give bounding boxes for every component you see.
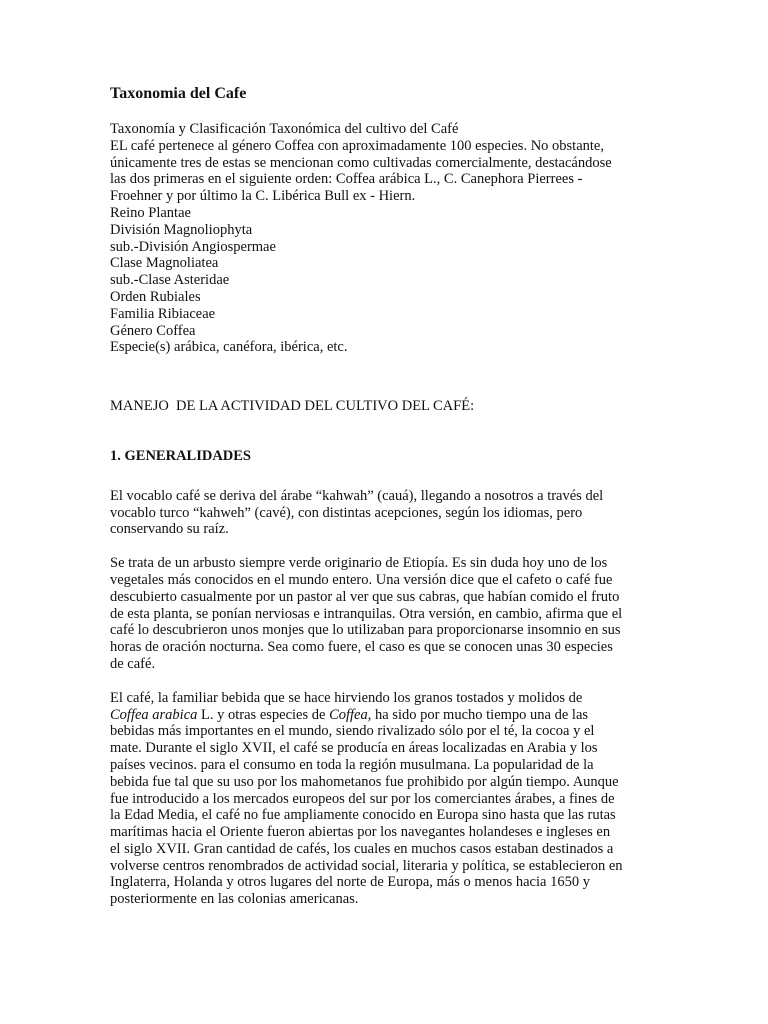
paragraph-line: posteriormente en las colonias americanas. [110,891,359,908]
taxonomy-item: sub.-División Angiospermae [110,238,276,255]
paragraph-line: bebidas más importantes en el mundo, siendo rivalizado sólo por el té, la cocoa y el [110,723,595,740]
paragraph-etymology [110,488,670,538]
taxonomy-item: Especie(s) arábica, canéfora, ibérica, etc. [110,339,348,356]
paragraph-line: mate. Durante el siglo XVII, el café se producía en áreas localizadas en Arabia y los [110,740,598,757]
taxonomy-item: Reino Plantae [110,204,191,221]
paragraph-line: El café, la familiar bebida que se hace hirviendo los granos tostados y molidos de [110,689,583,706]
paragraph-line: El vocablo café se deriva del árabe “kahwah” (cauá), llegando a nosotros a través del [110,487,604,504]
paragraph-line: la Edad Media, el café no fue ampliamente conocido en Europa sino hasta que las rutas [110,807,616,824]
paragraph-line-mixed [110,707,670,724]
paragraph-line: bebida fue tal que su uso por los mahometanos fue prohibido por algún tiempo. Aunque [110,773,619,790]
document-title: Taxonomia del Cafe [110,85,247,102]
taxonomy-item: sub.-Clase Asteridae [110,272,230,289]
taxonomy-item: Clase Magnoliatea [110,255,219,272]
paragraph-line: volverse centros renombrados de actividad social, literaria y política, se establecieron en [110,857,623,874]
taxonomy-item: Género Coffea [110,322,196,339]
section-title: MANEJO DE LA ACTIVIDAD DEL CULTIVO DEL CAFÉ: [110,398,475,415]
paragraph-line: de café. [110,655,156,672]
intro-block [110,121,670,205]
intro-line: Froehner y por último la C. Libérica Bull ex - Hiern. [110,188,416,205]
paragraph-text-fragment: , ha sido por mucho tiempo una de las [367,706,589,723]
paragraph-line: marítimas hacia el Oriente fueron abiertas por los navegantes holandeses e ingleses en [110,824,611,841]
paragraph-text-fragment: L. y otras especies de [197,706,330,723]
paragraph-line: horas de oración nocturna. Sea como fuere, el caso es que se conocen unas 30 especies [110,639,613,656]
taxonomy-item: Orden Rubiales [110,288,201,305]
paragraph-line: conservando su raíz. [110,521,229,538]
paragraph-history [110,690,670,908]
species-name-italic: Coffea arabica [110,706,198,723]
taxonomy-list [110,205,670,356]
taxonomy-item: Familia Ribiaceae [110,305,216,322]
section-heading: 1. GENERALIDADES [110,447,251,464]
intro-line: EL café pertenece al género Coffea con aproximadamente 100 especies. No obstante, [110,137,604,154]
paragraph-line: descubierto casualmente por un pastor al ver que sus cabras, que habían comido el fruto [110,588,620,605]
paragraph-line: vegetales más conocidos en el mundo entero. Una versión dice que el cafeto o café fue [110,571,613,588]
paragraph-line: países vecinos. para el consumo en toda la región musulmana. La popularidad de la [110,756,594,773]
intro-line: las dos primeras en el siguiente orden: Coffea arábica L., C. Canephora Pierrees - [110,171,583,188]
intro-line: Taxonomía y Clasificación Taxonómica del cultivo del Café [110,121,459,137]
paragraph-line: el siglo XVII. Gran cantidad de cafés, los cuales en muchos casos estaban destinados a [110,840,614,857]
paragraph-line: café lo descubrieron unos monjes que lo utilizaban para proporcionarse insomnio en sus [110,622,621,639]
taxonomy-item: División Magnoliophyta [110,221,253,238]
intro-line: únicamente tres de estas se mencionan como cultivadas comercialmente, destacándose [110,154,612,171]
document-body [110,84,670,908]
genus-name-italic: Coffea [329,706,368,723]
paragraph-origin [110,555,670,673]
paragraph-line: fue introducido a los mercados europeos del sur por los comerciantes árabes, a fines de [110,790,615,807]
paragraph-line: vocablo turco “kahweh” (cavé), con distintas acepciones, según los idiomas, pero [110,504,583,521]
paragraph-line: Inglaterra, Holanda y otros lugares del norte de Europa, más o menos hacia 1650 y [110,874,590,891]
paragraph-line: de esta planta, se ponían nerviosas e intranquilas. Otra versión, en cambio, afirma que el [110,605,623,622]
paragraph-line: Se trata de un arbusto siempre verde originario de Etiopía. Es sin duda hoy uno de los [110,555,608,572]
